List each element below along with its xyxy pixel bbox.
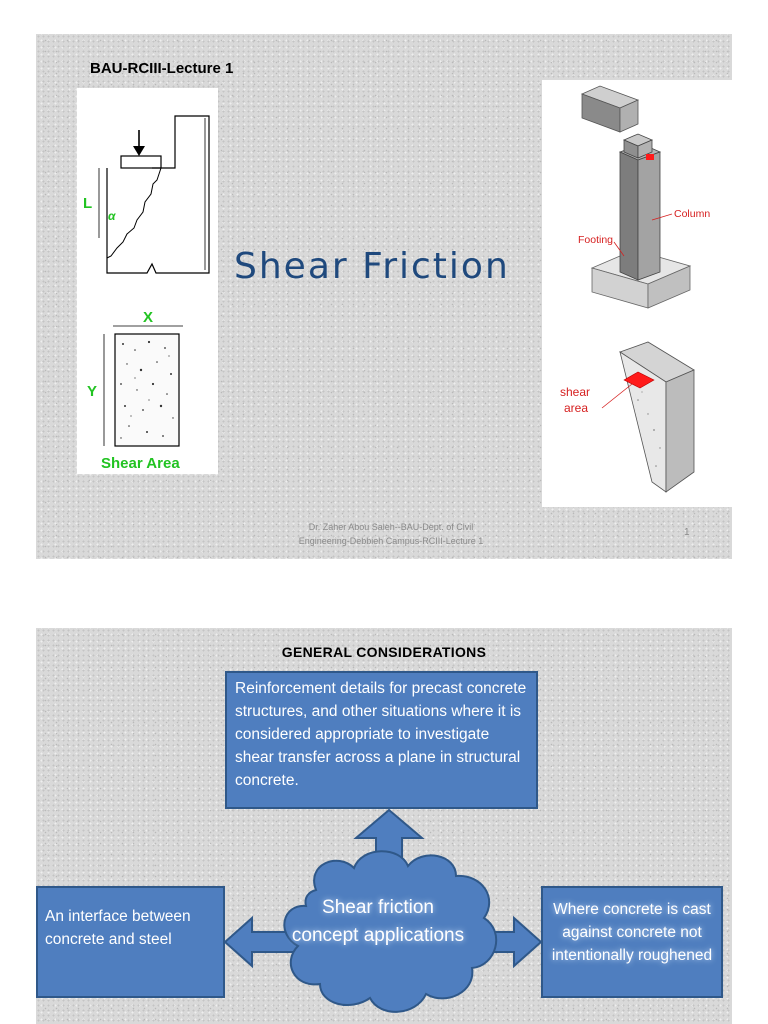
label-shear: shear: [560, 385, 591, 399]
column-footing-diagram: [542, 80, 732, 507]
lecture-tag: BAU-RCIII-Lecture 1: [90, 60, 234, 77]
footer-line-2: Engineering-Debbieh Campus-RCIII-Lecture 1: [298, 536, 484, 546]
precast-details-box: Reinforcement details for precast concrete structures, and other situations where it is considered appropriate to investigate shear transfer across a plane in structural concrete.: [225, 671, 538, 809]
label-L: L: [83, 195, 93, 212]
cloud-label: Shear friction concept applications: [291, 897, 465, 946]
footer-line-1: Dr. Zaher Abou Saleh--BAU-Dept. of Civil: [308, 522, 474, 532]
shear-block-piece: [582, 86, 638, 132]
slide-title: Shear Friction: [234, 246, 510, 287]
shear-plane-diagram: [77, 88, 218, 474]
corbel-outline: [107, 116, 209, 273]
column-shaft: [620, 134, 660, 280]
slide-1: [36, 34, 732, 559]
section-heading: GENERAL CONSIDERATIONS: [281, 644, 487, 660]
page-number: 1: [684, 527, 690, 538]
shear-area-rect: [115, 334, 179, 446]
slide-footer: [276, 520, 506, 548]
bearing-plate: [121, 156, 161, 168]
label-Y: Y: [87, 383, 98, 400]
interface-concrete-steel-box: An interface between concrete and steel: [36, 886, 225, 998]
label-area: area: [564, 401, 589, 415]
shear-wedge: [620, 342, 694, 492]
concrete-not-roughened-box: Where concrete is cast against concrete not intentionally roughened: [541, 886, 723, 998]
label-X: X: [143, 309, 154, 326]
label-column: Column: [674, 208, 711, 220]
column-footing-diagram-panel: [542, 80, 732, 507]
label-alpha: α: [108, 209, 116, 223]
shear-area-diagram-panel: [77, 88, 218, 474]
label-shear-area: Shear Area: [101, 455, 180, 472]
slide-2: [36, 628, 732, 1024]
label-footing: Footing: [578, 234, 614, 246]
